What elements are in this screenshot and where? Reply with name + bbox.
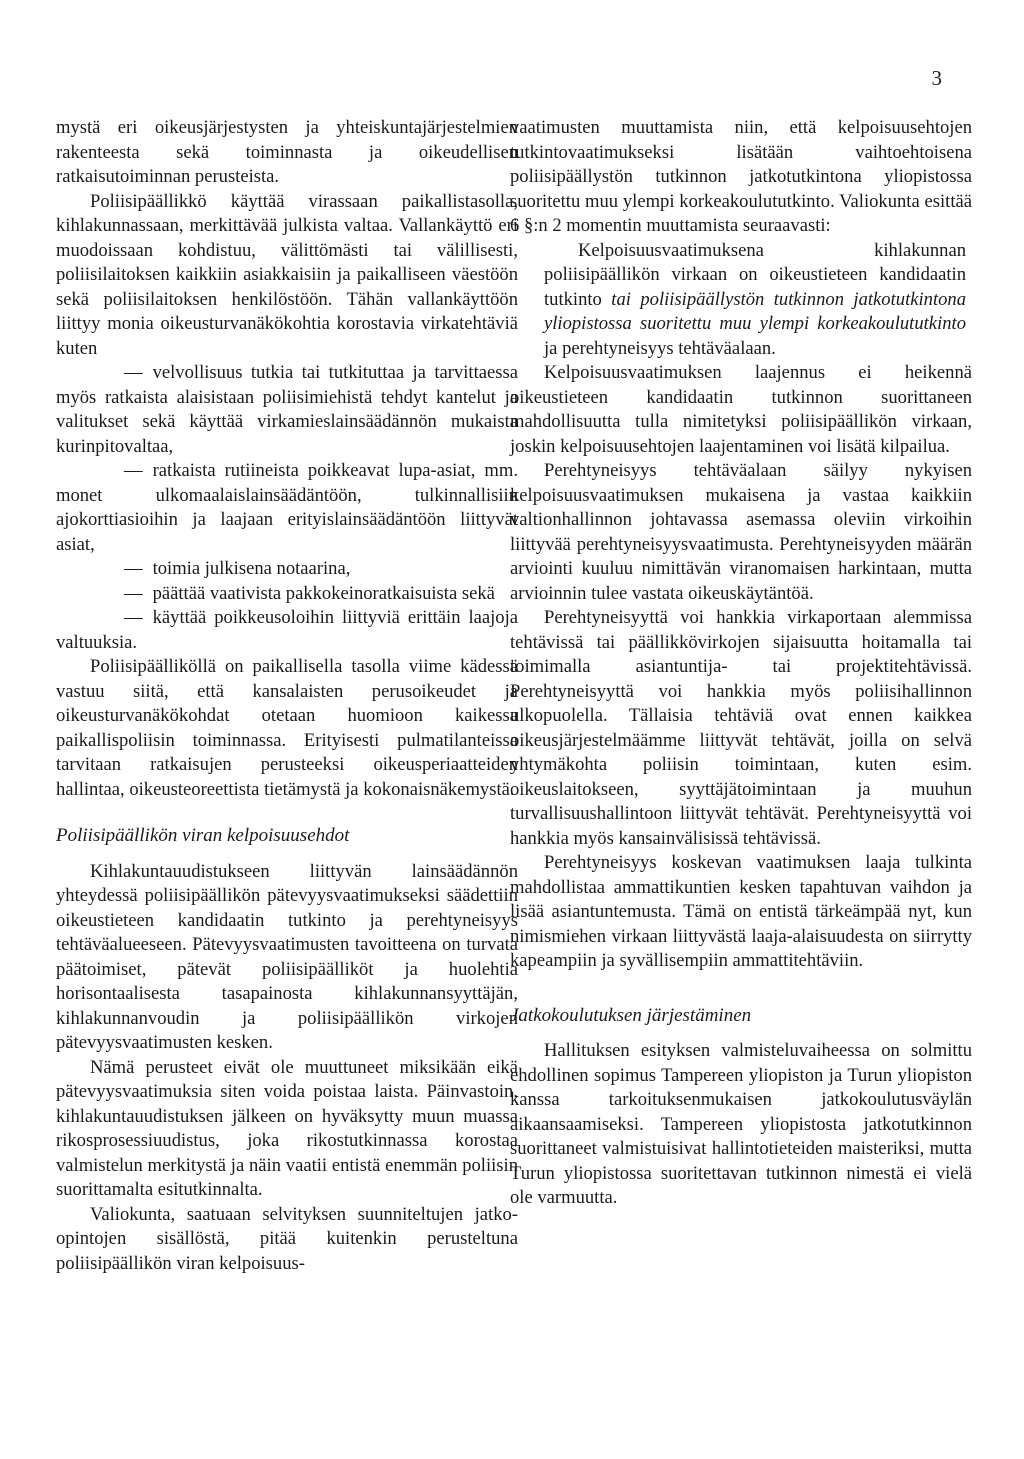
quote-text: ja perehtyneisyys tehtäväalaan. [544,337,776,359]
list-item [56,459,518,557]
paragraph: Perehtyneisyys tehtäväalaan säilyy nykyisen kelpoisuusvaatimuksen mukaisena ja vastaa kaikkiin valtionhallinnon johtavassa asemassa oleviin virkoihin liittyvää perehtyneisyysvaatimusta. Perehtyneisyyden määrän arviointi kuuluu nimittävän viranomaisen harkintaan, mutta arvioinnin tulee vastata oikeuskäytäntöä. [510,460,972,604]
quote-text: Kelpoisuusvaatimuksena kihlakunnan poliisipäällikön virkaan on oikeustieteen kandidaatin tutkinto [544,239,966,310]
paragraph: Valiokunta, saatuaan selvityksen suunniteltujen jatko-opintojen sisällöstä, pitää kuitenkin perusteltuna poliisipäällikön viran kelpoisuus- [56,1203,518,1274]
dash: — [124,582,143,604]
list-item-text: toimia julkisena notaarina, [152,558,351,579]
dash: — [124,558,143,579]
quote-italic-text: tai poliisipäällystön tutkinnon jatkotutkintona yliopistossa suoritettu muu ylempi korkeakoulututkinto [544,288,967,334]
duty-list [56,361,518,655]
list-item-text: velvollisuus tutkia tai tutkituttaa ja tarvittaessa myös ratkaista alaisistaan poliisimiehistä tehdyt kantelut ja valitukset sekä käyttää virkamieslainsäädännön mukaista kurinpitovaltaa, [56,362,518,457]
list-item [56,361,518,459]
paragraph: Nämä perusteet eivät ole muuttuneet miksikään eikä pätevyysvaatimuksia siten voida poistaa laista. Päinvastoin, kihlakuntauudistuksen jälkeen on hyväksytty muun muassa rikosprosessiuudistus, joka rikostutkinnassa korostaa valmistelun merkitystä ja näin vaatii entistä enemmän poliisin suorittamalta esitutkinnalta. [56,1056,518,1200]
dash: — [124,460,143,481]
proposed-amendment [510,239,972,362]
list-item [56,557,518,582]
paragraph: vaatimusten muuttamista niin, että kelpoisuusehtojen tutkintovaatimukseksi lisätään vaihtoehtoisena poliisipäällystön tutkinnon jatkotutkintona yliopistossa suoritettu muu ylempi korkeakoulututkinto. Valiokunta esittää 6 §:n 2 momentin muuttamista seuraavasti: [510,117,972,236]
list-item-text: käyttää poikkeusoloihin liittyviä erittäin laajoja valtuuksia. [56,607,518,653]
section-heading: Poliisipäällikön viran kelpoisuusehdot [56,825,350,846]
list-item-text: ratkaista rutiineista poikkeavat lupa-asiat, mm. monet ulkomaalaislainsäädäntöön, tulkinnallisiin ajokorttiasioihin ja laajaan erityislainsäädäntöön liittyvät asiat, [56,460,518,555]
paragraph: mystä eri oikeusjärjestysten ja yhteiskuntajärjestelmien rakenteesta sekä toiminnasta ja oikeudellisen ratkaisutoiminnan perusteista. [56,117,518,187]
paragraph: Poliisipäällikkö käyttää virassaan paikallistasolla, kihlakunnassaan, merkittävää julkista valtaa. Vallankäyttö eri muodoissaan kohdistuu, välittömästi tai välillisesti, poliisilaitoksen kaikkiin asiakkaisiin ja paikalliseen väestöön sekä poliisilaitoksen henkilöstöön. Tähän vallankäyttöön liittyy monia oikeusturvanäkökohtia korostavia virkatehtäviä kuten [56,190,518,359]
right-column [510,116,972,1211]
paragraph: Poliisipäälliköllä on paikallisella tasolla viime kädessä vastuu siitä, että kansalaisten perusoikeudet ja oikeusturvanäkökohdat otetaan huomioon kaikessa paikallispoliisin toiminnassa. Erityisesti pulmatilanteissa tarvitaan ratkaisujen perusteeksi oikeusperiaatteiden hallintaa, oikeusteoreettista tietämystä ja kokonaisnäkemystä. [56,656,518,800]
section-heading: Jatkokoulutuksen järjestäminen [510,1004,752,1026]
page-number: 3 [931,66,942,90]
paragraph: Perehtyneisyys koskevan vaatimuksen laaja tulkinta mahdollistaa ammattikuntien kesken tapahtuvan vaihdon ja lisää asiantuntemusta. Tämä on entistä tärkeämpää nyt, kun nimismiehen virkaan liittyvästä laaja-alaisuudesta on siirrytty kapeampiin ja syvällisempiin ammattitehtäviin. [510,852,972,971]
paragraph: Perehtyneisyyttä voi hankkia virkaportaan alemmissa tehtävissä tai päällikkövirkojen sijaisuutta hoitamalla tai toimimalla asiantuntija- tai projektitehtävissä. Perehtyneisyyttä voi hankkia myös poliisihallinnon ulkopuolella. Tällaisia tehtäviä ovat ennen kaikkea oikeusjärjestelmäämme liittyvät tehtävät, joilla on selvä yhtymäkohta poliisin toimintaan, kuten esim. oikeuslaitokseen, syyttäjätoimintaan ja muuhun turvallisuushallintoon liittyvät tehtävät. Perehtyneisyyttä voi hankkia myös kansainvälisissä tehtävissä. [510,607,972,849]
paragraph: Hallituksen esityksen valmisteluvaiheessa on solmittu ehdollinen sopimus Tampereen yliopiston ja Turun yliopiston kanssa tarkoituksenmukaisen jatkokoulutusväylän aikaansaamiseksi. Tampereen yliopistosta jatkotutkinnon suorittaneet valmistuisivat hallintotieteiden maisteriksi, mutta Turun yliopistossa suoritettavan tutkinnon nimestä ei vielä ole varmuutta. [510,1040,972,1208]
paragraph: Kihlakuntauudistukseen liittyvän lainsäädännön yhteydessä poliisipäällikön pätevyysvaatimukseksi säädettiin oikeustieteen kandidaatin tutkinto ja perehtyneisyys tehtäväalueeseen. Pätevyysvaatimusten tavoitteena on turvata päätoimiset, pätevät poliisipäälliköt ja huolehtia horisontaalisesta tasapainosta kihlakunnansyyttäjän, kihlakunnanvoudin ja poliisipäällikön virkojen pätevyysvaatimusten kesken. [56,860,518,1053]
dash: — [124,607,143,628]
left-column [56,116,518,1276]
list-item-text: päättää vaativista pakkokeinoratkaisuista sekä [152,582,495,604]
dash: — [124,362,143,383]
paragraph: Kelpoisuusvaatimuksen laajennus ei heikennä oikeustieteen kandidaatin tutkinnon suorittaneen mahdollisuutta tulla nimitetyksi poliisipäällikön virkaan, joskin kelpoisuusehtojen laajentaminen voi lisätä kilpailua. [510,362,972,457]
list-item [56,582,518,607]
list-item [56,606,518,655]
